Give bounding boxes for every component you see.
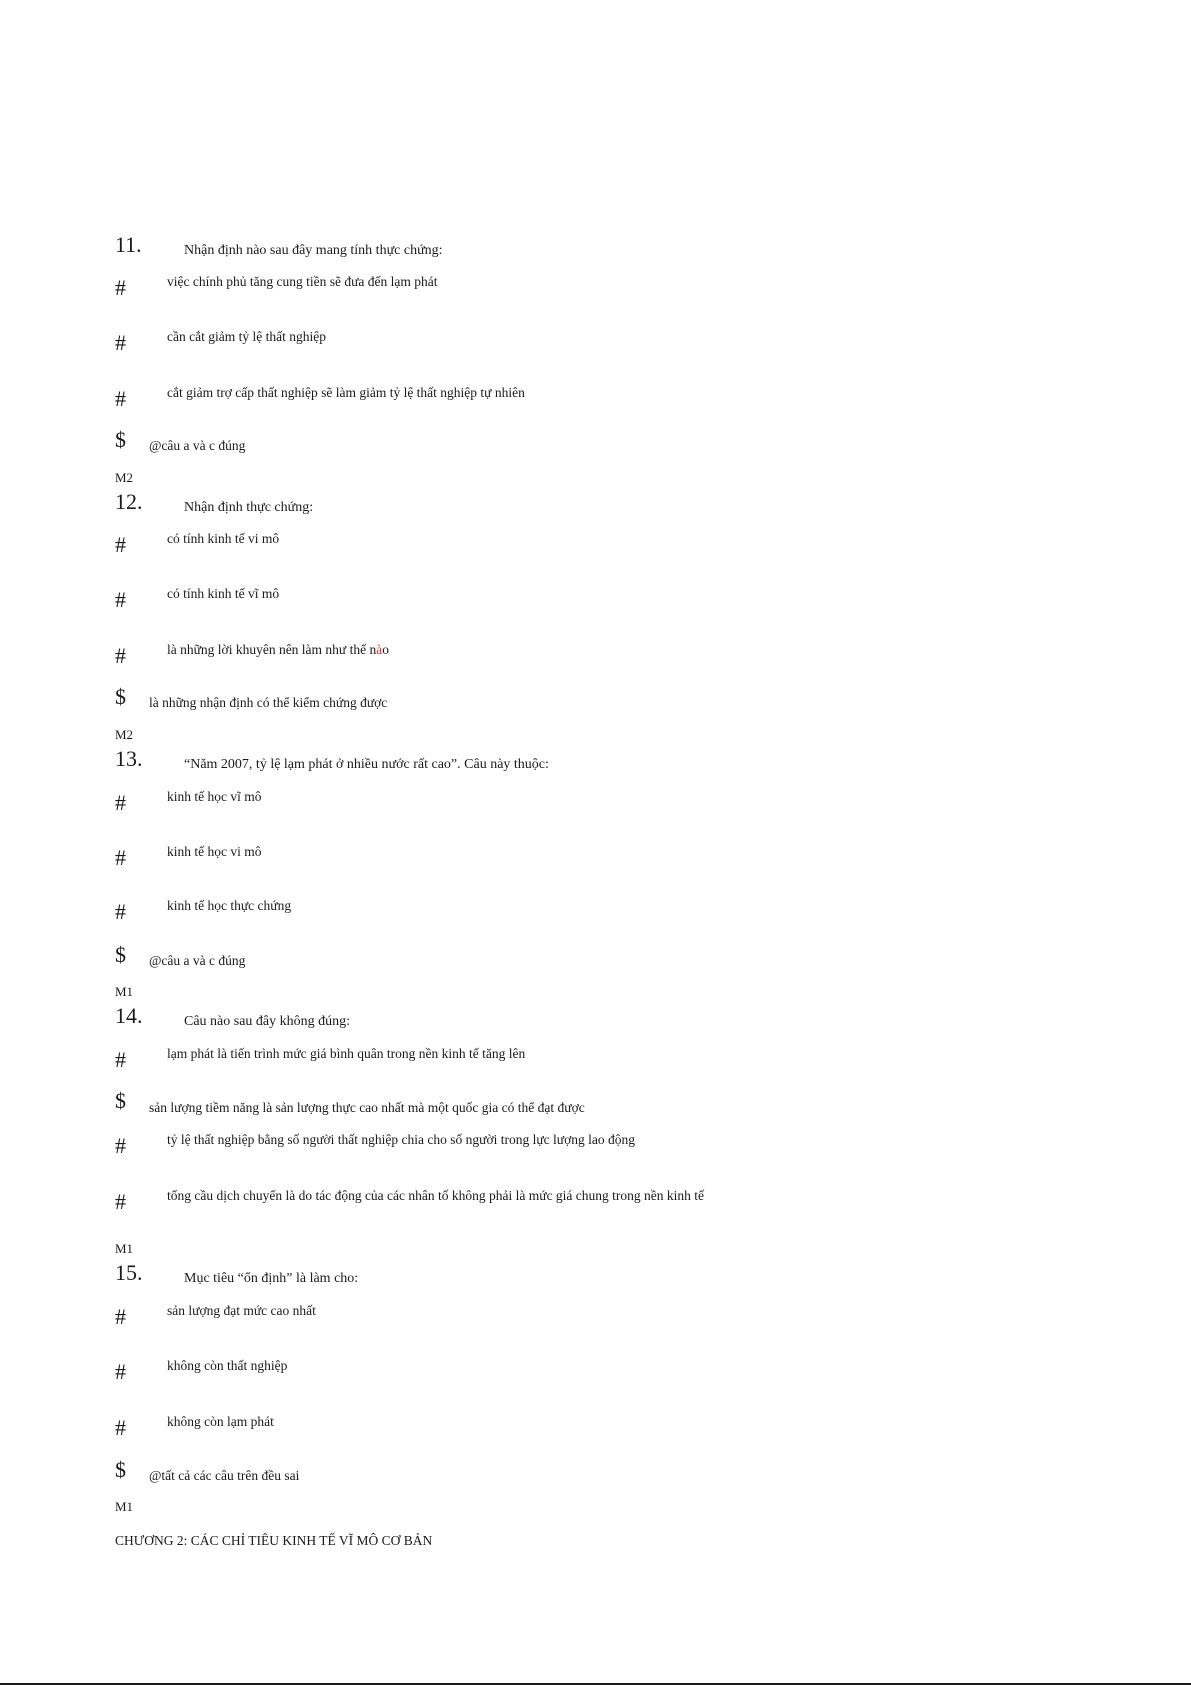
- answer-marker: $: [115, 1088, 126, 1113]
- highlighted-letter: à: [376, 642, 383, 657]
- option-text: kinh tế học vĩ mô: [167, 789, 262, 804]
- option-marker: #: [115, 1189, 126, 1214]
- option-marker: #: [115, 643, 126, 668]
- answer-marker: $: [115, 1457, 126, 1482]
- option-text: không còn lạm phát: [167, 1414, 274, 1429]
- option-text: việc chính phủ tăng cung tiền sẽ đưa đến lạm phát: [167, 274, 438, 289]
- option-marker: #: [115, 1304, 126, 1329]
- option-marker: #: [115, 532, 126, 557]
- option-marker: #: [115, 1415, 126, 1440]
- option-marker: #: [115, 386, 126, 411]
- option-marker: #: [115, 790, 126, 815]
- question-number: 14.: [115, 1003, 143, 1028]
- option-text: kinh tế học vi mô: [167, 844, 262, 859]
- difficulty-level: M2: [115, 470, 134, 485]
- option-marker: #: [115, 330, 126, 355]
- difficulty-level: M1: [115, 984, 134, 999]
- option-marker: #: [115, 275, 126, 300]
- option-text: kinh tế học thực chứng: [167, 898, 292, 913]
- option-marker: #: [115, 845, 126, 870]
- option-text: tỷ lệ thất nghiệp bằng số người thất nghiệp chia cho số người trong lực lượng lao động: [167, 1132, 635, 1147]
- question-number: 12.: [115, 489, 143, 514]
- option-marker: #: [115, 587, 126, 612]
- option-text: cần cắt giảm tỷ lệ thất nghiệp: [167, 329, 326, 344]
- option-marker: #: [115, 899, 126, 924]
- answer-marker: $: [115, 427, 126, 452]
- option-marker: #: [115, 1047, 126, 1072]
- question-text: Câu nào sau đây không đúng:: [184, 1014, 351, 1029]
- question-text: Nhận định nào sau đây mang tính thực chứng:: [184, 243, 443, 258]
- option-text: cắt giảm trợ cấp thất nghiệp sẽ làm giảm tỷ lệ thất nghiệp tự nhiên: [167, 385, 525, 400]
- option-text: là những lời khuyên nên làm như thế nào: [167, 642, 389, 657]
- option-text: có tính kinh tế vi mô: [167, 531, 280, 546]
- answer-marker: $: [115, 942, 126, 967]
- difficulty-level: M1: [115, 1499, 134, 1514]
- option-text: có tính kinh tế vĩ mô: [167, 586, 280, 601]
- difficulty-level: M1: [115, 1241, 134, 1256]
- answer-text: @tất cả các câu trên đều sai: [149, 1468, 300, 1483]
- answer-marker: $: [115, 684, 126, 709]
- answer-text: @câu a và c đúng: [149, 438, 246, 453]
- question-text: Nhận định thực chứng:: [184, 500, 314, 515]
- chapter-heading: CHƯƠNG 2: CÁC CHỈ TIÊU KINH TẾ VĨ MÔ CƠ BẢN: [115, 1533, 433, 1548]
- option-marker: #: [115, 1133, 126, 1158]
- option-text: tổng cầu dịch chuyển là do tác động của các nhân tố không phải là mức giá chung trong nền kinh tế: [167, 1188, 705, 1203]
- question-text: Mục tiêu “ổn định” là làm cho:: [184, 1271, 359, 1286]
- option-marker: #: [115, 1359, 126, 1384]
- option-text: không còn thất nghiệp: [167, 1358, 288, 1373]
- answer-text: sản lượng tiềm năng là sản lượng thực cao nhất mà một quốc gia có thể đạt được: [149, 1100, 585, 1115]
- difficulty-level: M2: [115, 727, 134, 742]
- question-number: 13.: [115, 746, 143, 771]
- answer-text: là những nhận định có thể kiểm chứng được: [149, 695, 388, 710]
- answer-text: @câu a và c đúng: [149, 953, 246, 968]
- question-number: 15.: [115, 1260, 143, 1285]
- question-number: 11.: [115, 232, 142, 257]
- option-text: lạm phát là tiến trình mức giá bình quân trong nền kinh tế tăng lên: [167, 1046, 526, 1061]
- option-text: sản lượng đạt mức cao nhất: [167, 1303, 316, 1318]
- question-text: “Năm 2007, tỷ lệ lạm phát ở nhiều nước rất cao”. Câu này thuộc:: [184, 757, 549, 772]
